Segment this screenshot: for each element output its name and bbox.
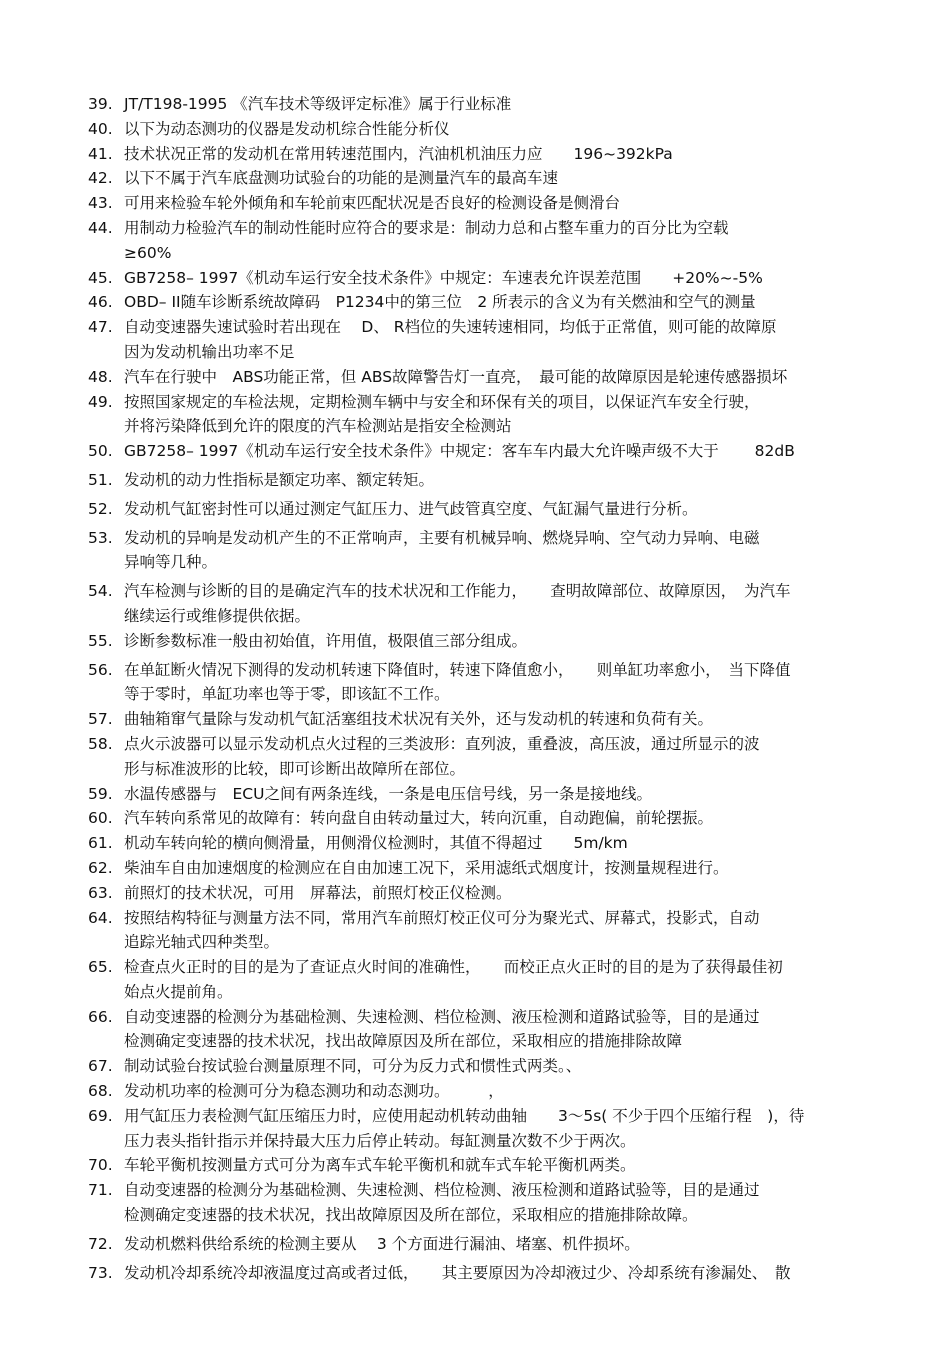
question-item — [0, 117, 950, 142]
question-number: 69. — [88, 1106, 113, 1125]
question-number: 42. — [88, 169, 113, 188]
question-number: 60. — [88, 809, 113, 828]
question-text-line: 发动机的动力性指标是额定功率、额定转矩。 — [124, 470, 435, 489]
question-item — [0, 216, 950, 266]
question-number: 70. — [88, 1156, 113, 1175]
question-text-line: 水温传感器与 ECU之间有两条连线，一条是电压信号线，另一条是接地线。 — [124, 784, 652, 803]
question-item — [0, 579, 950, 629]
question-text-line: 检测确定变速器的技术状况，找出故障原因及所在部位，采取相应的措施排除故障。 — [124, 1206, 698, 1225]
question-number: 57. — [88, 710, 113, 729]
question-text-line: 汽车检测与诊断的目的是确定汽车的技术状况和工作能力， 查明故障部位、故障原因， 为汽车 — [124, 582, 791, 601]
question-text-line: 在单缸断火情况下测得的发动机转速下降值时，转速下降值愈小， 则单缸功率愈小， 当下降值 — [124, 660, 791, 679]
question-number: 68. — [88, 1082, 113, 1101]
question-number: 49. — [88, 392, 113, 411]
question-text-line: GB7258– 1997《机动车运行安全技术条件》中规定：车速表允许误差范围 +20%~-5% — [124, 268, 763, 287]
question-number: 50. — [88, 442, 113, 461]
question-text-line: 继续运行或维修提供依据。 — [124, 606, 311, 625]
question-text-line: 发动机气缸密封性可以通过测定气缸压力、进气歧管真空度、气缸漏气量进行分析。 — [124, 499, 698, 518]
question-text-line: 诊断参数标准一般由初始值，许用值，极限值三部分组成。 — [124, 631, 528, 650]
question-item — [0, 191, 950, 216]
question-item — [0, 831, 950, 856]
question-text-line: 可用来检验车轮外倾角和车轮前束匹配状况是否良好的检测设备是侧滑台 — [124, 194, 621, 213]
question-number: 73. — [88, 1263, 113, 1282]
question-number: 39. — [88, 95, 113, 113]
question-item — [0, 1153, 950, 1178]
question-text-line: 前照灯的技术状况，可用 屏幕法，前照灯校正仪检测。 — [124, 883, 512, 902]
question-text-line: 汽车在行驶中 ABS功能正常，但 ABS故障警告灯一直亮， 最可能的故障原因是轮速传感器损坏 — [124, 367, 788, 386]
question-text-line: 按照国家规定的车检法规，定期检测车辆中与安全和环保有关的项目，以保证汽车安全行驶， — [124, 392, 760, 411]
question-text-line: 因为发动机输出功率不足 — [124, 342, 295, 361]
question-text-line: 检查点火正时的目的是为了查证点火时间的准确性， 而校正点火正时的目的是为了获得最佳初 — [124, 958, 783, 977]
question-item — [0, 629, 950, 654]
question-text-line: 机动车转向轮的横向侧滑量，用侧滑仪检测时，其值不得超过 5m/km — [124, 834, 628, 853]
question-text-line: 追踪光轴式四种类型。 — [124, 933, 280, 952]
question-text-line: 车轮平衡机按测量方式可分为离车式车轮平衡机和就车式车轮平衡机两类。 — [124, 1156, 636, 1175]
question-item — [0, 1232, 950, 1257]
question-item — [0, 439, 950, 464]
question-number: 44. — [88, 218, 113, 237]
question-item — [0, 315, 950, 365]
question-number: 45. — [88, 268, 113, 287]
question-text-line: 等于零时，单缸功率也等于零，即该缸不工作。 — [124, 685, 450, 704]
question-number: 65. — [88, 958, 113, 977]
question-item — [0, 806, 950, 831]
question-item — [0, 881, 950, 906]
question-number: 62. — [88, 858, 113, 877]
question-item — [0, 1178, 950, 1228]
question-number: 43. — [88, 194, 113, 213]
question-item — [0, 658, 950, 708]
question-text-line: 发动机的异响是发动机产生的不正常响声，主要有机械异响、燃烧异响、空气动力异响、电磁 — [124, 528, 760, 547]
question-number: 53. — [88, 528, 113, 547]
question-number: 48. — [88, 367, 113, 386]
question-item — [0, 1054, 950, 1079]
question-number: 61. — [88, 834, 113, 853]
question-item — [0, 92, 950, 117]
question-number: 51. — [88, 470, 113, 489]
question-item — [0, 1261, 950, 1286]
question-number: 47. — [88, 318, 113, 337]
question-text-line: GB7258– 1997《机动车运行安全技术条件》中规定：客车车内最大允许噪声级不大于 82dB — [124, 442, 795, 461]
question-text-line: 发动机冷却系统冷却液温度过高或者过低， 其主要原因为冷却液过少、冷却系统有渗漏处、 散 — [124, 1263, 791, 1282]
question-text-line: 并将污染降低到允许的限度的汽车检测站是指安全检测站 — [124, 417, 512, 436]
question-item — [0, 497, 950, 522]
question-item — [0, 1104, 950, 1154]
question-text-line: 柴油车自由加速烟度的检测应在自由加速工况下，采用滤纸式烟度计，按测量规程进行。 — [124, 858, 729, 877]
question-item — [0, 390, 950, 440]
question-text-line: 检测确定变速器的技术状况，找出故障原因及所在部位，采取相应的措施排除故障 — [124, 1032, 683, 1051]
question-item — [0, 856, 950, 881]
question-text-line: 以下为动态测功的仪器是发动机综合性能分析仪 — [124, 119, 450, 138]
question-text-line: JT/T198-1995 《汽车技术等级评定标准》属于行业标准 — [124, 95, 512, 113]
question-item — [0, 166, 950, 191]
question-number: 52. — [88, 499, 113, 518]
question-number: 56. — [88, 660, 113, 679]
question-item — [0, 142, 950, 167]
question-item — [0, 266, 950, 291]
question-number: 71. — [88, 1181, 113, 1200]
question-text-line: 用制动力检验汽车的制动性能时应符合的要求是：制动力总和占整车重力的百分比为空载 — [124, 218, 729, 237]
question-text-line: 用气缸压力表检测气缸压缩压力时，应使用起动机转动曲轴 3～5s( 不少于四个压缩行程 )，待 — [124, 1106, 805, 1125]
question-number: 46. — [88, 293, 113, 312]
question-text-line: ≥60% — [124, 243, 172, 262]
question-number: 41. — [88, 144, 113, 163]
question-item — [0, 526, 950, 576]
question-number: 40. — [88, 119, 113, 138]
question-text-line: OBD– II随车诊断系统故障码 P1234中的第三位 2 所表示的含义为有关燃油和空气的测量 — [124, 293, 756, 312]
question-text-line: 发动机功率的检测可分为稳态测功和动态测功。 ， — [124, 1082, 504, 1101]
question-number: 66. — [88, 1007, 113, 1026]
question-text-line: 形与标准波形的比较，即可诊断出故障所在部位。 — [124, 759, 466, 778]
question-item — [0, 290, 950, 315]
question-text-line: 技术状况正常的发动机在常用转速范围内，汽油机机油压力应 196~392kPa — [124, 144, 673, 163]
question-number: 63. — [88, 883, 113, 902]
question-text-line: 制动试验台按试验台测量原理不同，可分为反力式和惯性式两类。、 — [124, 1057, 582, 1076]
question-number: 67. — [88, 1057, 113, 1076]
question-text-line: 异响等几种。 — [124, 553, 218, 572]
question-text-line: 发动机燃料供给系统的检测主要从 3 个方面进行漏油、堵塞、机件损坏。 — [124, 1234, 640, 1253]
question-item — [0, 782, 950, 807]
question-number: 54. — [88, 582, 113, 601]
question-text-line: 始点火提前角。 — [124, 982, 233, 1001]
question-text-line: 自动变速器的检测分为基础检测、失速检测、档位检测、液压检测和道路试验等，目的是通过 — [124, 1181, 760, 1200]
question-number: 72. — [88, 1234, 113, 1253]
question-item — [0, 707, 950, 732]
question-item — [0, 365, 950, 390]
question-text-line: 自动变速器失速试验时若出现在 D、 R档位的失速转速相同，均低于正常值，则可能的故障原 — [124, 318, 777, 337]
question-text-line: 按照结构特征与测量方法不同，常用汽车前照灯校正仪可分为聚光式、屏幕式，投影式，自动 — [124, 908, 760, 927]
question-number: 64. — [88, 908, 113, 927]
question-number: 58. — [88, 734, 113, 753]
question-item — [0, 468, 950, 493]
question-item — [0, 1005, 950, 1055]
question-text-line: 汽车转向系常见的故障有：转向盘自由转动量过大，转向沉重，自动跑偏，前轮摆振。 — [124, 809, 714, 828]
question-item — [0, 732, 950, 782]
question-text-line: 压力表头指针指示并保持最大压力后停止转动。每缸测量次数不少于两次。 — [124, 1131, 636, 1150]
question-text-line: 自动变速器的检测分为基础检测、失速检测、档位检测、液压检测和道路试验等，目的是通过 — [124, 1007, 760, 1026]
question-text-line: 点火示波器可以显示发动机点火过程的三类波形：直列波，重叠波，高压波，通过所显示的波 — [124, 734, 760, 753]
question-number: 59. — [88, 784, 113, 803]
question-text-line: 曲轴箱窜气量除与发动机气缸活塞组技术状况有关外，还与发动机的转速和负荷有关。 — [124, 710, 714, 729]
document-body — [0, 92, 950, 1285]
question-item — [0, 955, 950, 1005]
question-number: 55. — [88, 631, 113, 650]
question-text-line: 以下不属于汽车底盘测功试验台的功能的是测量汽车的最高车速 — [124, 169, 559, 188]
question-item — [0, 1079, 950, 1104]
question-item — [0, 906, 950, 956]
